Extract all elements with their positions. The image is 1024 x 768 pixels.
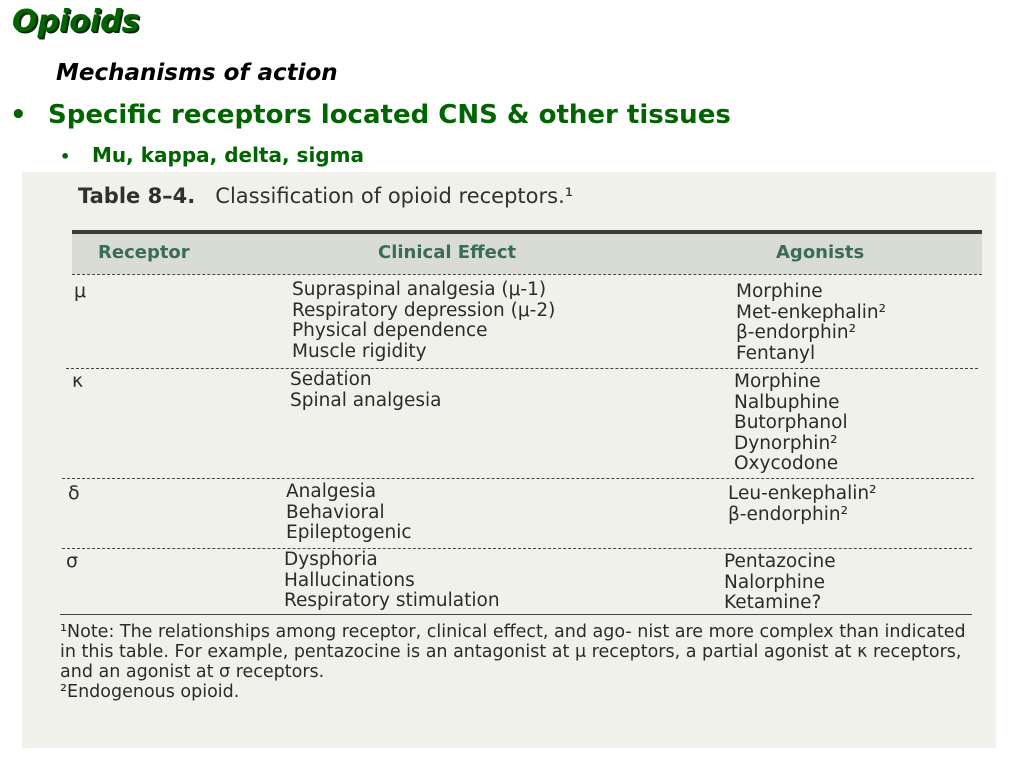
receptor-sigma: σ bbox=[66, 550, 79, 572]
table-caption-text: Classification of opioid receptors.¹ bbox=[215, 184, 574, 208]
receptor-kappa: κ bbox=[72, 370, 84, 392]
effects-delta: Analgesia Behavioral Epileptogenic bbox=[286, 481, 412, 543]
header-clinical-effect: Clinical Effect bbox=[378, 242, 517, 263]
scanned-table-image bbox=[22, 172, 996, 748]
effects-kappa: Sedation Spinal analgesia bbox=[290, 369, 442, 411]
slide-subtitle: Mechanisms of action bbox=[56, 60, 338, 86]
slide-title: Opioids bbox=[12, 4, 140, 39]
table-footnote bbox=[60, 622, 980, 702]
header-receptor: Receptor bbox=[98, 242, 190, 263]
receptor-delta: δ bbox=[68, 482, 80, 504]
footnote-2: ²Endogenous opioid. bbox=[60, 682, 240, 702]
agonists-delta: Leu-enkephalin² β-endorphin² bbox=[728, 483, 877, 525]
bullet-dot-icon: • bbox=[10, 100, 27, 130]
bullet-level-2 bbox=[60, 143, 364, 167]
agonists-mu: Morphine Met-enkephalin² β-endorphin² Fentanyl bbox=[736, 281, 887, 364]
agonists-sigma: Pentazocine Nalorphine Ketamine? bbox=[724, 551, 836, 613]
table-caption bbox=[78, 184, 573, 208]
effects-sigma: Dysphoria Hallucinations Respiratory stimulation bbox=[284, 549, 500, 611]
table-bottom-rule bbox=[60, 614, 972, 615]
row-divider bbox=[66, 368, 978, 369]
row-divider bbox=[62, 478, 974, 479]
footnote-1: ¹Note: The relationships among receptor, clinical effect, and ago- nist are more complex than indicated in this table. For example, pentazocine is an antagonist at μ receptors, a partial agonist at κ receptors, and an agonist at σ receptors. bbox=[60, 622, 966, 682]
row-divider bbox=[62, 548, 972, 549]
agonists-kappa: Morphine Nalbuphine Butorphanol Dynorphin² Oxycodone bbox=[734, 371, 848, 474]
bullet-text: Specific receptors located CNS & other tissues bbox=[48, 100, 731, 130]
header-agonists: Agonists bbox=[776, 242, 865, 263]
table-label: Table 8–4. bbox=[78, 184, 196, 208]
sub-bullet-text: Mu, kappa, delta, sigma bbox=[92, 143, 364, 167]
effects-mu: Supraspinal analgesia (μ-1) Respiratory depression (μ-2) Physical dependence Muscle rigidity bbox=[292, 279, 556, 362]
receptor-mu: μ bbox=[74, 280, 87, 302]
bullet-dot-icon: • bbox=[60, 147, 71, 166]
header-divider bbox=[72, 274, 982, 275]
bullet-level-1 bbox=[10, 100, 731, 130]
